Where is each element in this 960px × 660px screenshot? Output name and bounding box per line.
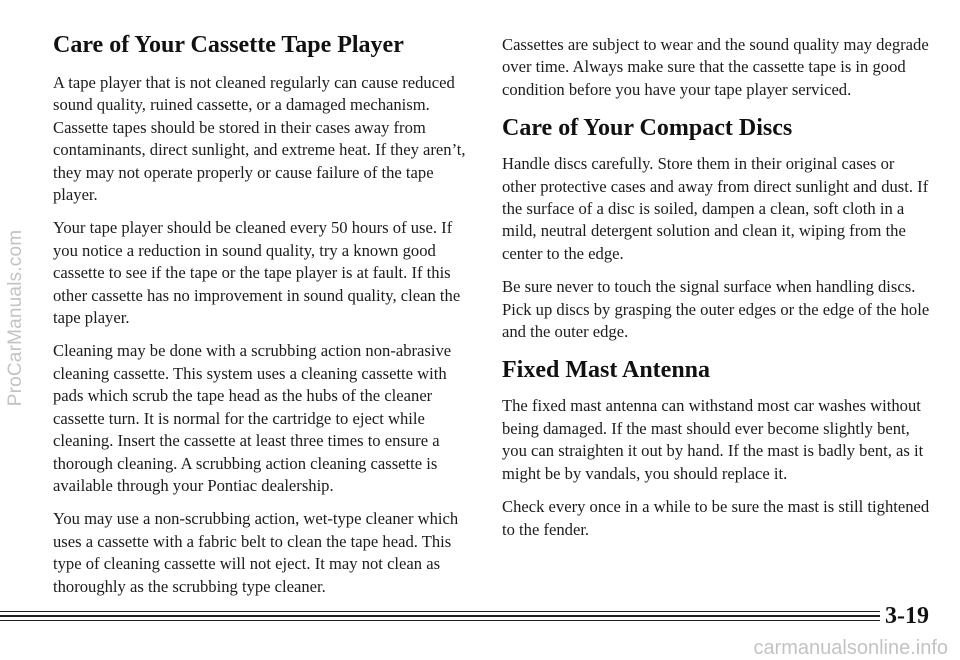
cassette-heading: Care of Your Cassette Tape Player xyxy=(53,32,404,58)
compact-discs-heading: Care of Your Compact Discs xyxy=(502,115,793,142)
antenna-paragraph: The fixed mast antenna can withstand most car washes without being damaged. If the mast should ever become slightly bent, you can straighten it out by hand. If the mast is badly bent, as it might be by vandals, you should replace it. xyxy=(502,396,924,483)
footer-rule-line xyxy=(0,620,880,621)
antenna-heading: Fixed Mast Antenna xyxy=(502,357,711,384)
side-watermark xyxy=(4,0,30,660)
cassette-paragraph: Your tape player should be cleaned every 50 hours of use. If you notice a reduction in sound quality, try a known good cassette to see if the tape or the tape player is at fault. If this other cassette has no improvement in sound quality, clean the tape player. xyxy=(53,218,461,328)
cassette-paragraph: You may use a non-scrubbing action, wet-type cleaner which uses a cassette with a fabric belt to clean the tape head. This type of cleaning cassette will not eject. It may not clean as thoroughly as the scrubbing type cleaner. xyxy=(53,509,459,596)
side-watermark-text: ProCarManuals.com xyxy=(5,229,26,407)
footer-rule xyxy=(0,611,880,623)
compact-discs-paragraph: Handle discs carefully. Store them in their original cases or other protective cases and away from direct sunlight and dust. If the surface of a disc is soiled, dampen a clean, soft cloth in a mild, neutral detergent solution and clean it, wiping from the center to the edge. xyxy=(502,154,929,263)
antenna-paragraph: Check every once in a while to be sure the mast is still tightened to the fender. xyxy=(502,497,930,539)
compact-discs-paragraph: Be sure never to touch the signal surface when handling discs. Pick up discs by grasping the outer edges or the edge of the hole and the outer edge. xyxy=(502,277,930,342)
footer-rule-line xyxy=(0,611,880,612)
cassette-paragraph: Cleaning may be done with a scrubbing action non-abrasive cleaning cassette. This system uses a cleaning cassette with pads which scrub the tape head as the hubs of the cleaner cassette turn. It is normal for the cartridge to eject while cleaning. Insert the cassette at least three times to ensure a thorough cleaning. A scrubbing action cleaning cassette is available through your Pontiac dealership. xyxy=(53,341,452,495)
cassette-paragraph: A tape player that is not cleaned regularly can cause reduced sound quality, ruined cassette, or a damaged mechanism. Cassette tapes should be stored in their cases away from contaminants, direct sunlight, and extreme heat. If they aren’t, they may not operate properly or cause failure of the tape player. xyxy=(53,73,466,205)
footer-rule-line xyxy=(0,615,880,617)
cassette-wear-paragraph: Cassettes are subject to wear and the sound quality may degrade over time. Always make sure that the cassette tape is in good condition before you have your tape player serviced. xyxy=(502,35,929,99)
left-column xyxy=(53,30,473,609)
page-number: 3-19 xyxy=(885,603,929,629)
footer-watermark: carmanualsonline.info xyxy=(753,637,948,659)
right-column xyxy=(502,34,932,552)
